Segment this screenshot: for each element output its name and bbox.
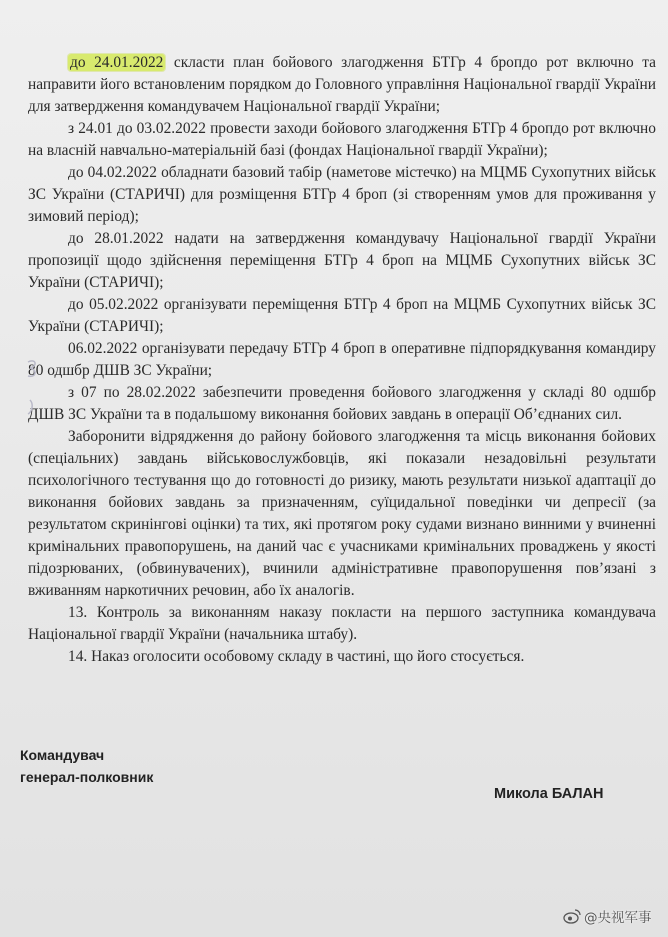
paragraph-item-14: 14. Наказ оголосити особовому складу в частині, що його стосується. [68,648,525,665]
paragraph-plan: до 24.01.2022 скласти план бойового злагодження БТГр 4 бропдо рот включно та направити його встановленим порядком до Головного управління Національної гвардії України для затвердження командувачем Національної гвардії України; [28,54,656,115]
paragraph-item-13: 13. Контроль за виконанням наказу покласти на першого заступника командувача Національної гвардії України (начальника штабу). [28,604,656,643]
signature-rank: генерал-полковник [20,769,154,785]
watermark [563,906,652,926]
paragraph-proposals: до 28.01.2022 надати на затвердження командувачу Національної гвардії України пропозиції щодо здійснення переміщення БТГр 4 броп на МЦМБ Сухопутних військ ЗС України (СТАРИЧІ); [28,230,656,291]
signature-position: Командувач [20,747,105,763]
watermark-text: @央视军事 [584,910,652,926]
pen-mark-icon [24,356,46,418]
highlighted-date: до 24.01.2022 [70,54,164,71]
paragraph-transfer: 06.02.2022 організувати передачу БТГр 4 броп в оперативне підпорядкування командиру 80 одшбр ДШВ ЗС України; [28,340,656,379]
signature-name: Микола БАЛАН [494,786,604,802]
paragraph-prohibition: Заборонити відрядження до району бойового злагодження та місць виконання бойових (спеціальних) завдань військовослужбовців, які показали незадовільні результати психологічного тестування що до готовності до ризику, мають результати низької адаптації до виконання бойових завдань за призначенням, суїцидальної поведінки чи депресії (за результатом скринінгові оцінки) та тих, які протягом року судами визнано винними у вчиненні кримінальних правопорушень, на даний час є учасниками кримінальних проваджень у якості підозрюваних, (обвинувачених), вчинили адміністративне правопорушення пов’язані з вживанням наркотичних речовин, або їх аналогів. [28,428,656,599]
paragraph-training: з 24.01 до 03.02.2022 провести заходи бойового злагодження БТГр 4 бропдо рот включно на власній навчально-матеріальній базі (фондах Національної гвардії України); [28,120,656,159]
paragraph-base-camp: до 04.02.2022 обладнати базовий табір (наметове містечко) на МЦМБ Сухопутних військ ЗС України (СТАРИЧІ) для розміщення БТГр 4 броп (зі створенням умов для проживання у зимовий період); [28,164,656,225]
paragraph-combat-coordination: з 07 по 28.02.2022 забезпечити проведення бойового злагодження у складі 80 одшбр ДШВ ЗС України та в подальшому виконання бойових завдань в операції Об’єднаних сил. [28,384,656,423]
weibo-logo-icon [563,908,581,924]
document-body [28,52,656,668]
paragraph-relocation: до 05.02.2022 організувати переміщення БТГр 4 броп на МЦМБ Сухопутних військ ЗС України (СТАРИЧІ); [28,296,656,335]
signature-title [20,744,153,788]
